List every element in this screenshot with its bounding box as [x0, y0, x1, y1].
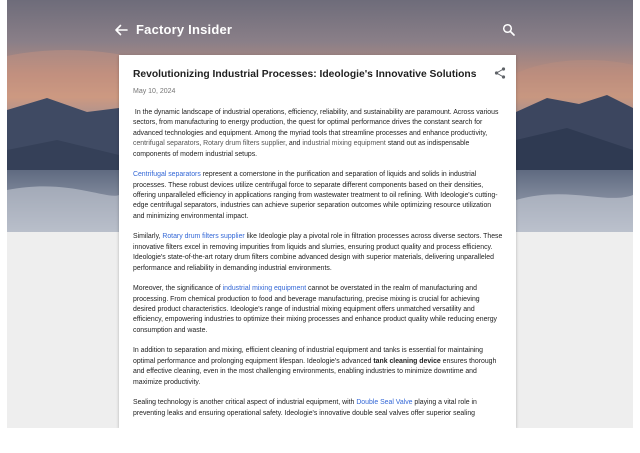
- tank-cleaning-device-term: tank cleaning device: [373, 357, 441, 365]
- link-industrial-mixing-equipment[interactable]: industrial mixing equipment: [222, 285, 307, 293]
- share-icon[interactable]: [493, 66, 507, 80]
- paragraph-text: , and: [285, 140, 303, 148]
- post-card: [119, 55, 516, 428]
- paragraph-text: represent a cornerstone in the purification and separation of liquids and solids in industrial processes. These robust devices utilize centrifugal force to separate different components based on their densities, offering unparalleled efficiency in applications ranging from wastewater treatment to oil refining. With Ideologie's cutting-edge centrifugal separators, industries can achieve superior separation outcomes while optimizing resource utilization and minimizing environmental impact.: [133, 171, 498, 220]
- paragraph-text: stand out as indispensable components of modern industrial setups.: [133, 140, 470, 158]
- post-title: Revolutionizing Industrial Processes: Ideologie's Innovative Solutions: [133, 69, 477, 80]
- link-rotary-drum-filters-supplier[interactable]: Rotary drum filters supplier: [162, 233, 245, 241]
- paragraph-text: ,: [199, 140, 204, 148]
- link-rotary-drum-filters-inline[interactable]: Rotary drum filters supplier: [203, 140, 286, 148]
- paragraph-text: In addition to separation and mixing, efficient cleaning of industrial equipment and tanks is essential for maintaining optimal performance and prolonging equipment lifespan. Ideologie's advanced: [133, 347, 483, 365]
- post-body: [133, 108, 503, 428]
- paragraph-tank-cleaning: [133, 346, 503, 388]
- browser-viewport: [7, 0, 633, 428]
- paragraph-text: Moreover, the significance of: [133, 285, 223, 293]
- paragraph-text: like Ideologie play a pivotal role in filtration processes across diverse sectors. These innovative filters excel in removing impurities from liquids and slurries, ensuring product quality and process efficiency. Ideologie's state-of-the-art rotary drum filters combine advanced design with superior materials, delivering unparalleled performance and reliability in demanding industrial environments.: [133, 233, 503, 272]
- blog-title[interactable]: Factory Insider: [136, 22, 233, 37]
- paragraph-text: Sealing technology is another critical aspect of industrial equipment, with: [133, 399, 357, 407]
- link-centrifugal-separators[interactable]: Centrifugal separators: [133, 171, 201, 179]
- paragraph-text: Similarly,: [133, 233, 163, 241]
- arrow-left-icon[interactable]: [111, 20, 131, 40]
- link-double-seal-valve[interactable]: Double Seal Valve: [356, 399, 413, 407]
- paragraph-text: ensures thorough and effective cleaning, even in the most challenging environments, enabling industries to minimize downtime and maximize productivity.: [133, 357, 497, 386]
- search-icon[interactable]: [501, 22, 517, 38]
- paragraph-text: playing a vital role in preventing leaks and ensuring operational safety. Ideologie's innovative double seal valves offer superior sealing: [133, 399, 477, 417]
- app-header: [7, 0, 633, 58]
- paragraph-intro: [133, 108, 503, 160]
- paragraph-mixing: [133, 284, 503, 336]
- link-industrial-mixing-inline[interactable]: industrial mixing equipment: [302, 140, 386, 148]
- paragraph-text: cannot be overstated in the realm of manufacturing and processing. From chemical production to food and beverage manufacturing, precise mixing is crucial for achieving desired product characteristics. Ideologie's range of industrial mixing equipment offers unmatched versatility and efficiency, empowering industries to optimize their mixing processes and enhance product quality while reducing energy consumption and waste.: [133, 285, 497, 334]
- paragraph-centrifugal: [133, 170, 503, 222]
- paragraph-sealing: [133, 398, 503, 419]
- post-date: May 10, 2024: [133, 88, 176, 95]
- paragraph-rotary-drum: [133, 232, 503, 274]
- paragraph-text: In the dynamic landscape of industrial operations, efficiency, reliability, and sustainability are paramount. Across various sectors, from manufacturing to energy production, the quest for optimal performance drives the constant search for advanced technologies and equipment. Among the myriad tools that streamline processes and enhance productivity,: [133, 109, 499, 137]
- link-centrifugal-separators-inline[interactable]: centrifugal separators: [133, 140, 200, 148]
